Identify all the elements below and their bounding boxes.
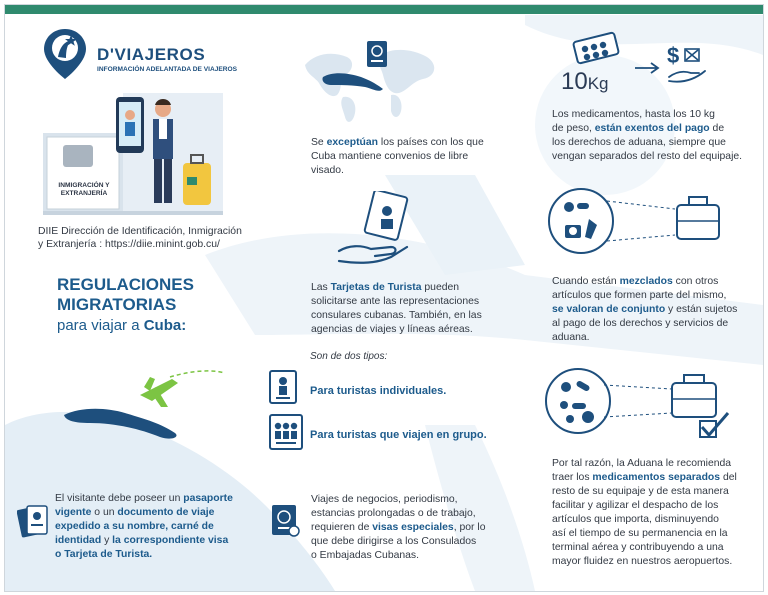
immigration-illustration (43, 93, 223, 223)
weight-number: 10 (561, 68, 588, 95)
tarjetas-line-2: solicitarse ante las representaciones (311, 296, 480, 307)
individual-tourist-icon (268, 369, 298, 405)
documents-icon (17, 502, 51, 540)
types-intro: Son de dos tipos: (310, 351, 388, 362)
meds-line-3: los derechos de aduana, siempre que (552, 137, 726, 148)
exception-line-3: visado. (311, 165, 344, 176)
weight-label (561, 68, 609, 96)
title-line-3-bold: Cuba: (143, 317, 187, 334)
title-line-3 (57, 317, 186, 334)
pill-blister-icon (571, 31, 621, 67)
group-tourist-icon (268, 413, 304, 451)
exception-line-1: Se exceptúan los países con los que (311, 137, 484, 148)
visas-line-2: estancias prolongadas o de trabajo, (311, 508, 476, 519)
title-line-2: MIGRATORIAS (57, 295, 177, 314)
visitor-line-5: o Tarjeta de Turista. (55, 549, 153, 560)
meds-line-1: Los medicamentos, hasta los 10 kg (552, 109, 715, 120)
meds-line-4: vengan separados del resto del equipaje. (552, 151, 743, 162)
aduana-line-1: Por tal razón, la Aduana le recomienda (552, 458, 732, 469)
weight-unit: Kg (587, 74, 609, 93)
tarjetas-line-4: agencias de viajes y líneas aéreas. (311, 324, 473, 335)
brand-name: D'VIAJEROS (97, 45, 206, 64)
visitor-line-4: identidad y la correspondiente visa (55, 535, 229, 546)
tourist-card-hand-icon (333, 191, 413, 269)
aduana-line-6: así el tiempo de su permanencia en la (552, 528, 728, 539)
page-title (57, 275, 194, 315)
brand-subtitle: INFORMACIÓN ADELANTADA DE VIAJEROS (97, 66, 238, 73)
aduana-line-4: facilitar y agilizar el despacho de los (552, 500, 719, 511)
mixed-line-1: Cuando están mezclados con otros (552, 276, 719, 287)
arrow-right-icon (633, 61, 663, 75)
mixed-line-5: aduana. (552, 332, 590, 343)
mixed-line-3: se valoran de conjunto y están sujetos (552, 304, 738, 315)
visitor-line-3: expedido a su nombre, carné de (55, 521, 214, 532)
visitor-line-2: vigente o un documento de viaje (55, 507, 215, 518)
world-map-icon (303, 35, 443, 127)
type-individual: Para turistas individuales. (310, 385, 447, 397)
diie-line-2: y Extranjería : https://diie.minint.gob.cu/ (38, 239, 220, 250)
visas-line-1: Viajes de negocios, periodismo, (311, 494, 458, 505)
logo-pin-icon (41, 27, 89, 81)
money-hand-icon (665, 39, 711, 85)
meds-line-2: de peso, están exentos del pago de (552, 123, 725, 134)
bg-cloud-top (525, 15, 763, 55)
visitor-line-1: El visitante debe poseer un pasaporte (55, 493, 233, 504)
infographic-frame (4, 4, 764, 592)
special-visa-icon (270, 503, 300, 539)
mixed-line-2: artículos que formen parte del mismo, (552, 290, 727, 301)
svg-text:$: $ (667, 43, 680, 68)
cuba-plane-illustration (60, 367, 230, 447)
exception-line-2: Cuba mantiene convenios de libre (311, 151, 469, 162)
immigration-sign-label: INMIGRACIÓN Y EXTRANJERÍA (58, 182, 110, 197)
type-group: Para turistas que viajen en grupo. (310, 429, 487, 441)
tarjetas-line-1: Las Tarjetas de Turista pueden (311, 282, 460, 293)
aduana-line-3: resto de su equipaje y de esta manera (552, 486, 729, 497)
mixed-line-4: al pago de los derechos y servicios de (552, 318, 729, 329)
aduana-line-7: terminal aérea y contribuyendo a una (552, 542, 724, 553)
visas-line-3: requieren de visas especiales, por lo (311, 522, 486, 533)
aduana-line-5: artículos que importa, disminuyendo (552, 514, 719, 525)
separated-meds-icon (542, 363, 732, 445)
visas-line-4: que debe dirigirse a los Consulados (311, 536, 477, 547)
tarjetas-line-3: consulares cubanas. También, en las (311, 310, 482, 321)
title-line-3-prefix: para viajar a (57, 317, 144, 334)
aduana-line-8: mayor fluidez en nuestros aeropuertos. (552, 556, 733, 567)
visas-line-5: o Embajadas Cubanas. (311, 550, 420, 561)
top-accent-bar (5, 5, 763, 14)
aduana-line-2: traer los medicamentos separados del (552, 472, 737, 483)
diie-line-1: DIIE Dirección de Identificación, Inmigración (38, 226, 242, 237)
mixed-luggage-icon (545, 181, 725, 263)
title-line-1: REGULACIONES (57, 275, 194, 294)
